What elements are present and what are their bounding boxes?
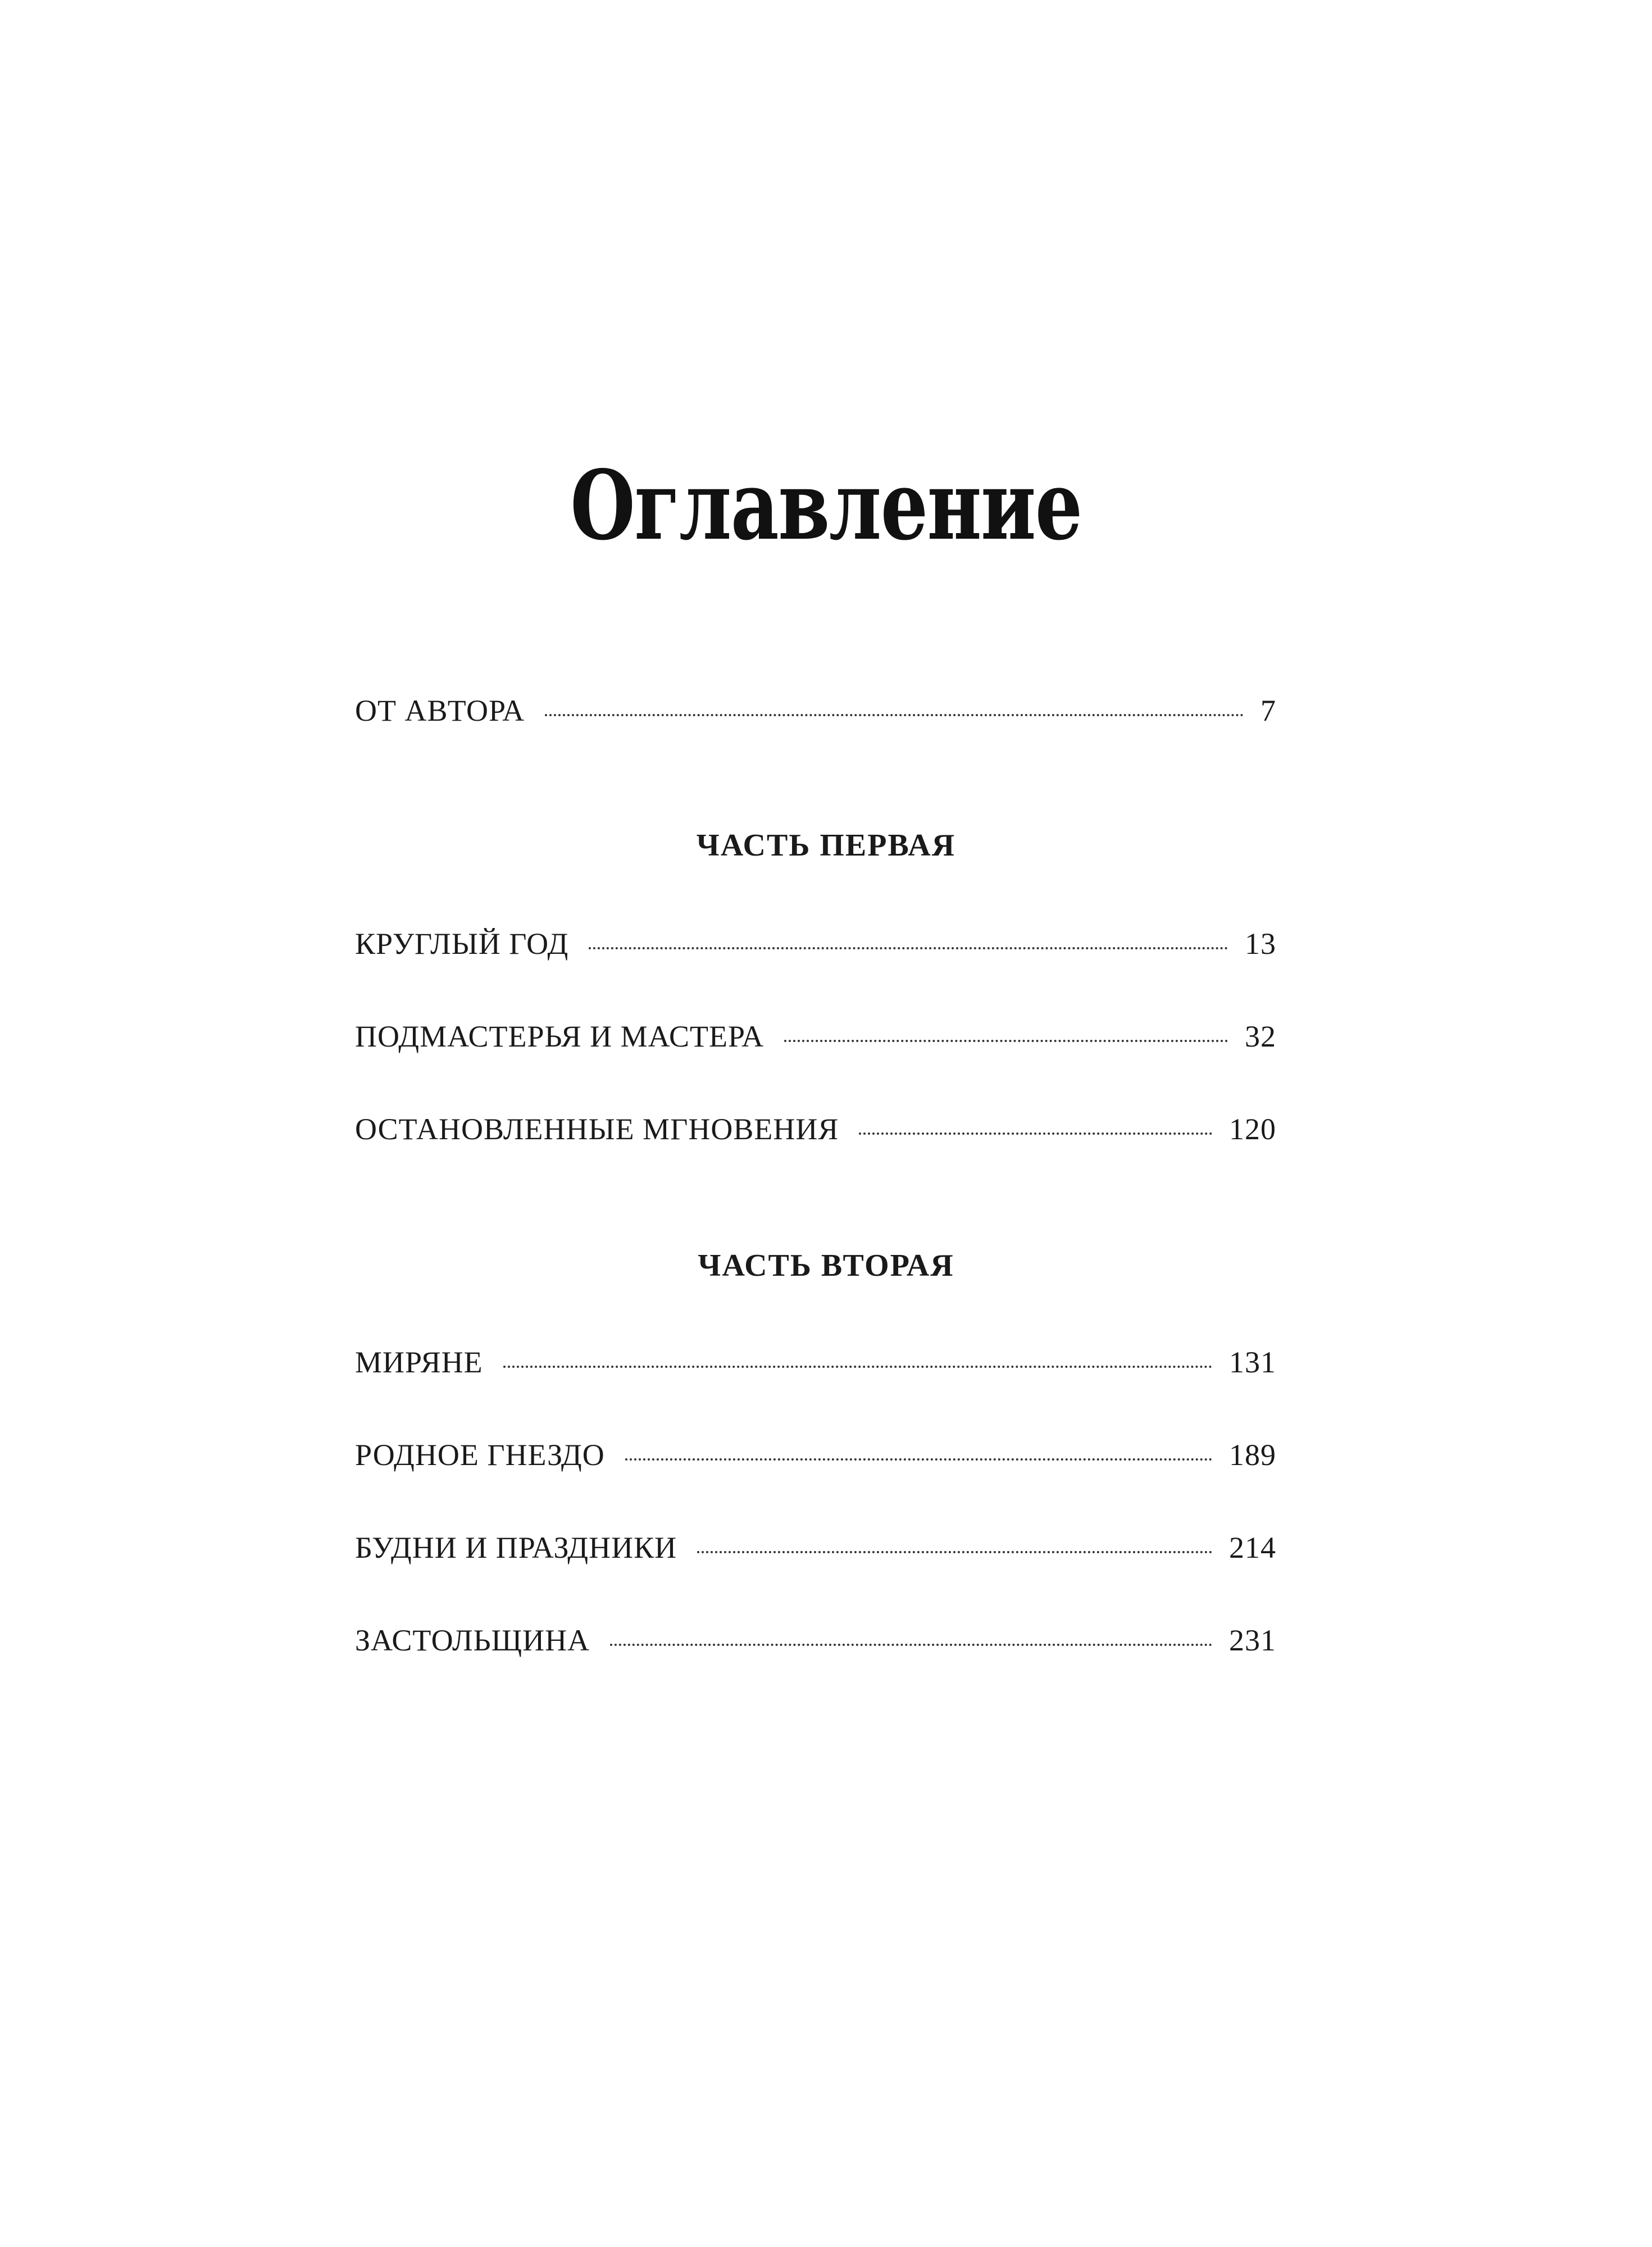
dot-leader bbox=[589, 947, 1228, 949]
part-one-heading: ЧАСТЬ ПЕРВАЯ bbox=[696, 828, 956, 863]
toc-entry-label: КРУГЛЫЙ ГОД bbox=[355, 927, 569, 961]
toc-entry-label: ОТ АВТОРА bbox=[355, 694, 525, 727]
toc-entry[interactable] bbox=[355, 1343, 1276, 1382]
toc-entry-page: 7 bbox=[1260, 694, 1276, 727]
dot-leader bbox=[784, 1040, 1228, 1042]
toc-entry-page: 120 bbox=[1229, 1112, 1276, 1146]
toc-entry[interactable] bbox=[355, 924, 1276, 963]
toc-entry-page: 32 bbox=[1245, 1020, 1276, 1053]
page-title: Оглавление bbox=[570, 449, 1082, 562]
toc-entry-label: РОДНОЕ ГНЕЗДО bbox=[355, 1438, 605, 1472]
part-two-heading: ЧАСТЬ ВТОРАЯ bbox=[698, 1248, 954, 1283]
toc-entry-page: 214 bbox=[1229, 1531, 1276, 1564]
toc-entry-page: 13 bbox=[1245, 927, 1276, 961]
toc-entry[interactable] bbox=[355, 1109, 1276, 1149]
toc-entry-label: ОСТАНОВЛЕННЫЕ МГНОВЕНИЯ bbox=[355, 1112, 839, 1146]
dot-leader bbox=[545, 714, 1244, 716]
toc-entry-intro[interactable] bbox=[355, 691, 1276, 730]
toc-entry-label: ПОДМАСТЕРЬЯ И МАСТЕРА bbox=[355, 1020, 764, 1053]
toc-entry-page: 131 bbox=[1229, 1345, 1276, 1379]
dot-leader bbox=[503, 1366, 1212, 1368]
toc-entry-label: БУДНИ И ПРАЗДНИКИ bbox=[355, 1531, 677, 1564]
toc-entry-label: ЗАСТОЛЬЩИНА bbox=[355, 1623, 590, 1657]
toc-entry-page: 231 bbox=[1229, 1623, 1276, 1657]
dot-leader bbox=[610, 1644, 1212, 1646]
toc-entry[interactable] bbox=[355, 1621, 1276, 1660]
toc-entry[interactable] bbox=[355, 1435, 1276, 1475]
dot-leader bbox=[859, 1132, 1212, 1135]
dot-leader bbox=[697, 1551, 1212, 1553]
toc-entry-label: МИРЯНЕ bbox=[355, 1345, 483, 1379]
dot-leader bbox=[625, 1458, 1212, 1461]
toc-entry-page: 189 bbox=[1229, 1438, 1276, 1472]
toc-entry[interactable] bbox=[355, 1017, 1276, 1056]
toc-entry[interactable] bbox=[355, 1528, 1276, 1567]
